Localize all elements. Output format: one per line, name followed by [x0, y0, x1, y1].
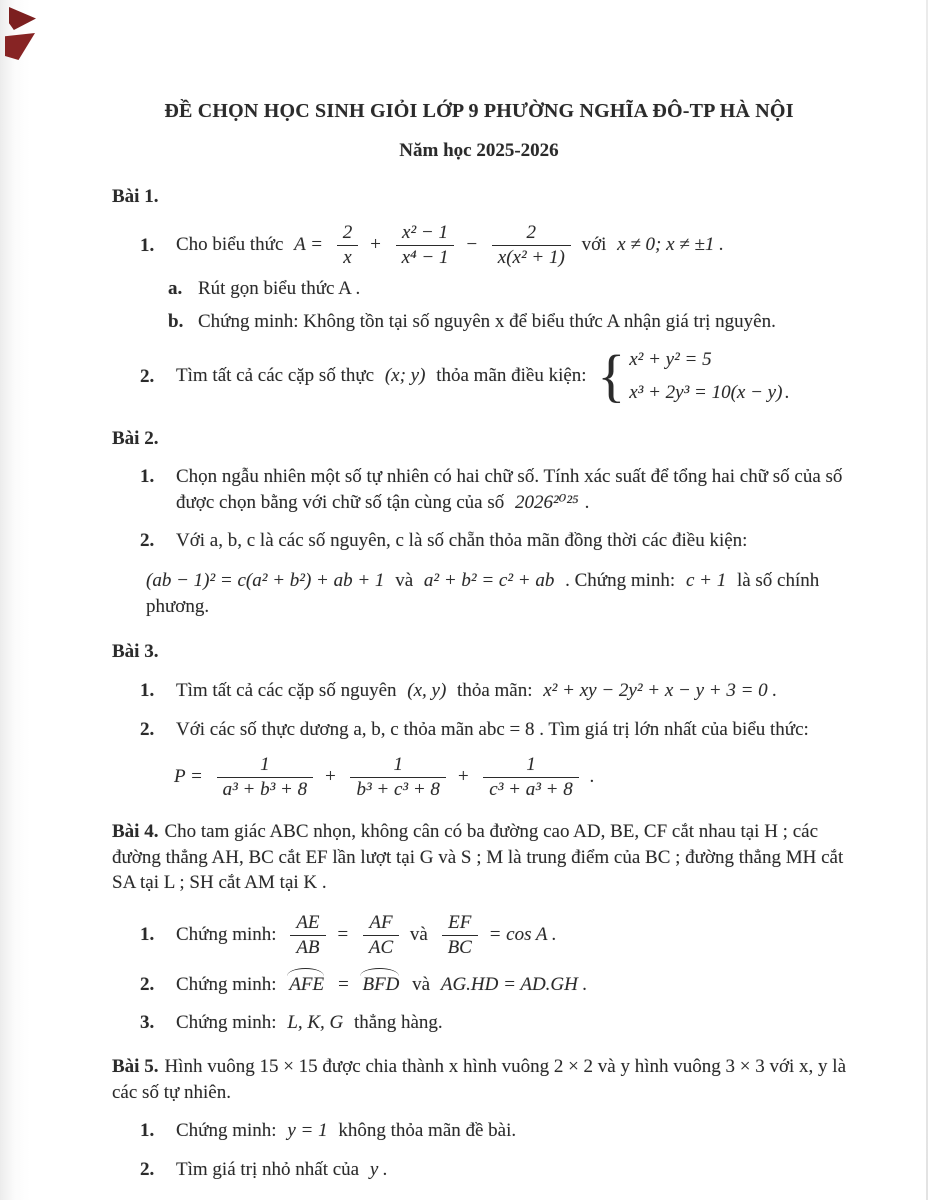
operator: =	[336, 973, 350, 995]
problem-3-1	[112, 678, 846, 704]
math-expression: c + 1	[685, 570, 727, 592]
problem-3-2-formula	[112, 754, 846, 801]
operator: +	[323, 766, 337, 787]
item-text: thẳng hàng.	[354, 1012, 443, 1034]
item-number: 2.	[140, 530, 155, 552]
problem-5-lead	[112, 1054, 846, 1105]
math-expression: L, K, G	[287, 1012, 344, 1034]
item-number: 2.	[140, 718, 155, 740]
item-text: Cho biểu thức	[176, 233, 284, 255]
operator: =	[336, 923, 350, 945]
problem-4-1	[112, 912, 846, 959]
equation-left: (ab − 1)² = c(a² + b²) + ab + 1	[146, 570, 385, 592]
sub-item-text: Chứng minh: Không tồn tại số nguyên x để biểu thức A nhận giá trị nguyên.	[198, 310, 776, 332]
problem-3-1-body	[176, 678, 846, 704]
item-text: Tìm tất cả các cặp số thực	[176, 364, 375, 386]
equation: x² + xy − 2y² + x − y + 3 = 0 .	[543, 680, 778, 702]
problem-1-1a	[112, 276, 846, 302]
item-text: Với các số thực dương a, b, c thỏa mãn abc = 8 . Tìm giá trị lớn nhất của biểu thức:	[176, 718, 809, 740]
item-number: 1.	[140, 466, 155, 488]
page-subtitle: Năm học 2025-2026	[399, 140, 559, 161]
section-heading-bai3: Bài 3.	[112, 641, 159, 663]
connector: và	[409, 923, 428, 945]
item-number: 1.	[140, 680, 155, 702]
item-number: 1.	[140, 1120, 155, 1142]
item-text: là số chính phương.	[146, 570, 820, 617]
fraction: $\frac{2}{\text{x(x² + 1)}}$	[492, 222, 571, 269]
sub-item-label: a.	[168, 277, 183, 299]
problem-2-1	[112, 464, 846, 515]
pair-notation: (x, y)	[407, 680, 447, 702]
power-expression: 2026²⁰²⁵	[515, 491, 579, 513]
problem-1-1-body	[176, 222, 846, 269]
fraction: $\frac{\text{x² − 1}}{\text{x⁴ − 1}}$	[396, 222, 455, 269]
period: .	[584, 491, 590, 513]
math-expression: y = 1	[287, 1120, 328, 1142]
section-heading-bai1: Bài 1.	[112, 185, 159, 207]
sub-item-text: Rút gọn biểu thức A .	[198, 277, 361, 299]
item-text: Với a, b, c là các số nguyên, c là số chẵn thỏa mãn đồng thời các điều kiện:	[176, 530, 748, 552]
problem-1-1	[112, 222, 846, 269]
item-text: Chọn ngẫu nhiên một số tự nhiên có hai chữ số. Tính xác suất để tổng hai chữ số của số được chọn bằng với chữ số tận cùng của số	[176, 466, 843, 513]
problem-5-1	[112, 1118, 846, 1144]
problem-2-1-body	[176, 464, 846, 515]
section-heading-bai2: Bài 2.	[112, 427, 159, 449]
problem-5-2-body	[176, 1157, 846, 1183]
problem-4-2	[112, 972, 846, 998]
section-heading-bai5: Bài 5.	[112, 1055, 159, 1077]
problem-2-2	[112, 528, 846, 554]
system-equation-1: x² + y² = 5	[629, 349, 712, 371]
problem-3-2	[112, 717, 846, 743]
operator: −	[465, 233, 479, 255]
fraction: $\frac{EF}{BC}$	[442, 912, 478, 959]
item-text: Tìm tất cả các cặp số nguyên	[176, 680, 397, 702]
problem-3-2-body	[176, 717, 846, 743]
connector: và	[395, 570, 414, 592]
item-text: Tìm giá trị nhỏ nhất của	[176, 1158, 360, 1180]
operator: +	[456, 766, 470, 787]
lead-text: Hình vuông 15 × 15 được chia thành x hình vuông 2 × 2 và y hình vuông 3 × 3 với x, y là các số tự nhiên.	[112, 1055, 847, 1103]
item-text: . Chứng minh:	[565, 570, 676, 592]
item-text: Chứng minh:	[176, 923, 277, 945]
period: .	[589, 766, 595, 787]
problem-4-2-body	[176, 972, 846, 998]
condition-math: x ≠ 0; x ≠ ±1 .	[617, 233, 724, 255]
problem-2-2-body	[176, 528, 846, 554]
item-number: 3.	[140, 1012, 155, 1034]
fraction: $\frac{1}{\text{c³ + a³ + 8}}$	[483, 754, 578, 801]
item-text: Chứng minh:	[176, 1120, 277, 1142]
item-text: thỏa mãn:	[457, 680, 533, 702]
equation-right: a² + b² = c² + ab	[423, 570, 555, 592]
angle-notation: AFE	[287, 972, 326, 998]
problem-1-1b	[112, 309, 846, 335]
item-text: không thỏa mãn đề bài.	[338, 1120, 517, 1142]
system-brace: {	[597, 343, 626, 409]
lead-text: Cho tam giác ABC nhọn, không cân có ba đường cao AD, BE, CF cắt nhau tại H ; các đường thẳng AH, BC cắt EF lần lượt tại G và S ; M là trung điểm của BC ; đường thẳng MH cắt SA tại L ; SH cắt AM tại K .	[112, 820, 844, 894]
pair-notation: (x; y)	[384, 364, 426, 386]
problem-4-1-body	[176, 912, 846, 959]
angle-notation: BFD	[360, 972, 401, 998]
item-text: thỏa mãn điều kiện:	[436, 364, 587, 386]
problem-1-2-body	[176, 343, 846, 409]
period: .	[784, 381, 790, 403]
math-expression: y .	[369, 1158, 388, 1180]
item-number: 2.	[140, 1158, 155, 1180]
item-number: 1.	[140, 924, 155, 946]
fraction: $\frac{AF}{AC}$	[363, 912, 399, 959]
math-expression: AG.HD = AD.GH .	[440, 973, 588, 995]
problem-2-2-equations	[112, 568, 846, 619]
problem-5-1-body	[176, 1118, 846, 1144]
fraction: $\frac{2}{x}$	[337, 222, 359, 269]
fraction: $\frac{AE}{AB}$	[290, 912, 325, 959]
item-number: 1.	[140, 234, 155, 256]
item-number: 2.	[140, 365, 155, 387]
condition-label: với	[581, 233, 607, 255]
math-expression: = cos A .	[488, 923, 557, 945]
expression-lhs: A =	[294, 233, 323, 255]
expression-lhs: P =	[174, 766, 203, 787]
connector: và	[412, 973, 431, 995]
operator: +	[369, 233, 382, 255]
item-text: Chứng minh:	[176, 1012, 277, 1034]
page-title: ĐỀ CHỌN HỌC SINH GIỎI LỚP 9 PHƯỜNG NGHĨA ĐÔ-TP HÀ NỘI	[164, 100, 794, 122]
fraction: $\frac{1}{\text{a³ + b³ + 8}}$	[217, 754, 314, 801]
section-heading-bai4: Bài 4.	[112, 820, 159, 842]
problem-5-2	[112, 1157, 846, 1183]
item-text: Chứng minh:	[176, 973, 277, 995]
problem-4-3	[112, 1010, 846, 1036]
fraction: $\frac{1}{\text{b³ + c³ + 8}}$	[350, 754, 445, 801]
problem-4-lead	[112, 819, 846, 896]
item-number: 2.	[140, 973, 155, 995]
equation-system	[597, 343, 790, 409]
system-equations	[629, 347, 782, 405]
system-equation-2: x³ + 2y³ = 10(x − y)	[629, 381, 783, 403]
sub-item-label: b.	[168, 310, 184, 332]
problem-4-3-body	[176, 1010, 846, 1036]
problem-1-2	[112, 343, 846, 409]
